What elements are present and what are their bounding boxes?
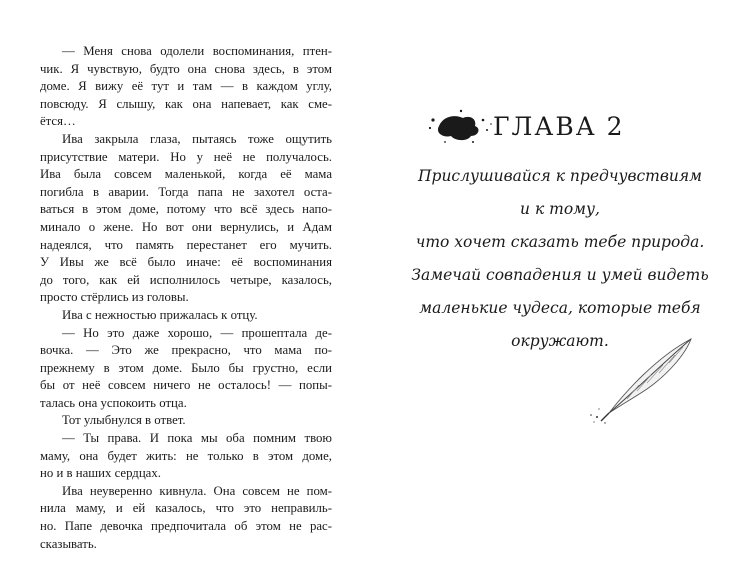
text-line: ваться в этом доме, потому что всё здесь напо- bbox=[40, 202, 332, 217]
epigraph-line: окружают. bbox=[511, 332, 609, 350]
text-line: минало о жене. Но вот они вернулись, и Адам bbox=[40, 219, 332, 234]
text-line: нила маму, и ей казалось, что это неправиль- bbox=[40, 501, 332, 516]
quill-feather-icon bbox=[587, 335, 697, 425]
epigraph-line: Замечай совпадения и умей видеть bbox=[411, 266, 709, 284]
text-line: погибла в аварии. Тогда папа не захотел оста- bbox=[40, 184, 332, 199]
text-line: Ива была совсем маленькой, когда её мама bbox=[40, 167, 332, 182]
text-line: Ива неуверенно кивнула. Она совсем не пом- bbox=[62, 483, 332, 498]
ink-blot-icon bbox=[425, 106, 495, 146]
text-line: маму, она будет жить: не только в этом доме, bbox=[40, 448, 332, 463]
text-line: доме. Я вижу её тут и там — в каждом углу, bbox=[40, 79, 332, 94]
epigraph-line: что хочет сказать тебе природа. bbox=[415, 233, 705, 251]
text-line: вочка. — Это же прекрасно, что мама по- bbox=[40, 343, 332, 358]
text-line: но. Папе девочка предпочитала об этом не рас- bbox=[40, 519, 332, 534]
text-line: присутствие матери. Но у неё не получалось. bbox=[40, 149, 332, 164]
text-line: бы от неё совсем ничего не осталось! — попы- bbox=[40, 378, 332, 393]
text-line: ётся… bbox=[40, 114, 76, 129]
text-line: — Но это даже хорошо, — прошептала де- bbox=[62, 325, 332, 340]
left-page bbox=[40, 43, 332, 553]
text-line: Ива с нежностью прижалась к отцу. bbox=[62, 307, 258, 322]
epigraph-line: Прислушивайся к предчувствиям bbox=[418, 167, 702, 185]
text-line: чик. Я чувствую, будто она снова здесь, в этом bbox=[40, 61, 332, 76]
text-line: — Ты права. И пока мы оба помним твою bbox=[62, 431, 332, 446]
epigraph-line: маленькие чудеса, которые тебя bbox=[419, 299, 701, 317]
text-line: — Меня снова одолели воспоминания, птен- bbox=[62, 44, 332, 58]
text-line: У Ивы же всё было иначе: её воспоминания bbox=[40, 255, 332, 270]
right-page bbox=[395, 0, 750, 576]
text-line: до того, как ей исполнилось четыре, казалось, bbox=[40, 272, 332, 287]
text-line: прежнему в этом доме. Было бы грустно, если bbox=[40, 360, 332, 375]
text-line: Тот улыбнулся в ответ. bbox=[62, 413, 186, 428]
text-line: но и в наших сердцах. bbox=[40, 466, 161, 481]
text-line: Ива закрыла глаза, пытаясь тоже ощутить bbox=[62, 131, 332, 146]
text-line: сказывать. bbox=[40, 536, 97, 551]
epigraph bbox=[395, 160, 725, 358]
text-line: талась она успокоить отца. bbox=[40, 395, 187, 410]
chapter-title: ГЛАВА 2 bbox=[493, 112, 625, 141]
text-line: просто стёрлись из головы. bbox=[40, 290, 189, 305]
text-line: надеялся, что память перестанет его мучить. bbox=[40, 237, 332, 252]
text-line: повсюду. Я слышу, как она напевает, как сме- bbox=[40, 96, 332, 111]
epigraph-line: и к тому, bbox=[520, 200, 600, 218]
